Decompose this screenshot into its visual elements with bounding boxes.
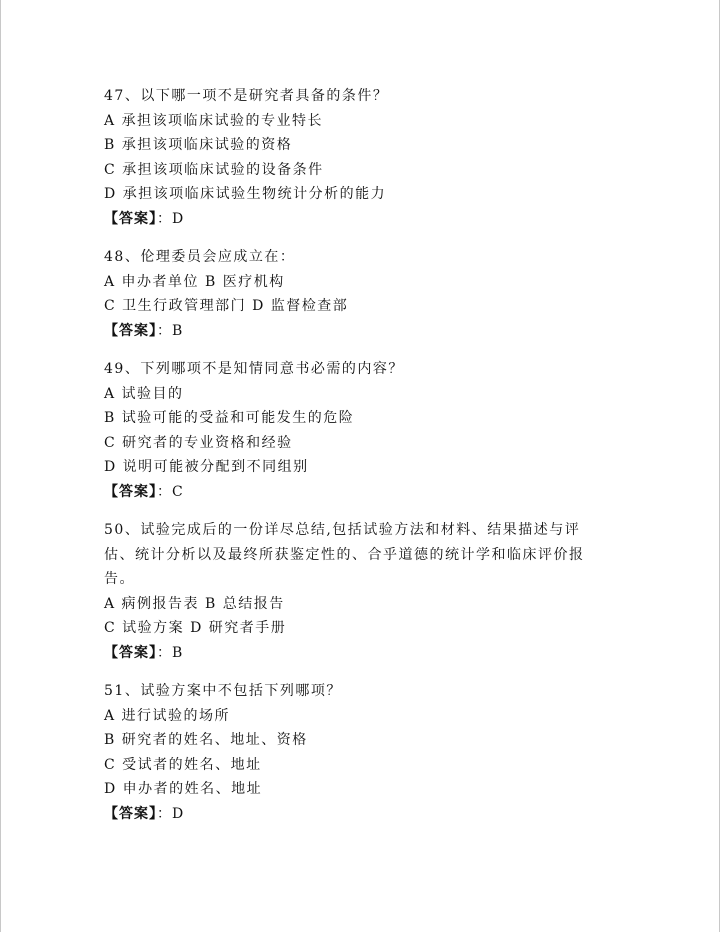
option-cd: C 卫生行政管理部门 D 监督检查部 [104,298,349,314]
option-a: A 承担该项临床试验的专业特长 [104,112,324,129]
option-c: C 受试者的姓名、地址 [104,756,262,773]
option-ab: A 申办者单位 B 医疗机构 [104,273,285,290]
question-list [104,84,624,840]
option-b: B 研究者的姓名、地址、资格 [104,732,308,748]
answer-line [104,480,624,505]
question-49 [104,357,624,504]
answer-value: B [172,322,184,339]
option-d: D 承担该项临床试验生物统计分析的能力 [104,186,387,202]
option-a: A 试验目的 [104,385,184,402]
question-48 [104,245,624,343]
option-a: A 进行试验的场所 [104,707,231,724]
option-c: C 承担该项临床试验的设备条件 [104,161,324,178]
answer-separator: ： [157,210,172,227]
answer-separator: ： [157,483,172,500]
option-d: D 说明可能被分配到不同组别 [104,459,309,475]
answer-label: 【答案】 [104,322,157,339]
option-cd: C 试验方案 D 研究者手册 [104,620,287,636]
option-c: C 研究者的专业资格和经验 [104,434,293,451]
answer-line [104,802,624,827]
question-stem: 50、试验完成后的一份详尽总结,包括试验方法和材料、结果描述与评估、统计分析以及最终所获鉴定性的、合乎道德的统计学和临床评价报告。 [104,522,585,587]
answer-value: D [172,805,185,822]
question-stem: 48、伦理委员会应成立在： [104,249,296,265]
question-51 [104,679,624,826]
answer-value: D [172,210,185,227]
question-stem: 49、下列哪项不是知情同意书必需的内容？ [104,361,404,377]
page-edge-left [0,0,1,932]
question-stem: 51、试验方案中不包括下列哪项？ [104,683,342,699]
answer-line [104,641,624,666]
answer-line [104,207,624,232]
answer-label: 【答案】 [104,483,157,500]
option-d: D 申办者的姓名、地址 [104,781,263,797]
option-ab: A 病例报告表 B 总结报告 [104,595,285,612]
question-stem: 47、以下哪一项不是研究者具备的条件？ [104,88,389,104]
option-b: B 试验可能的受益和可能发生的危险 [104,410,355,426]
question-47 [104,84,624,231]
answer-label: 【答案】 [104,805,157,822]
answer-label: 【答案】 [104,210,157,227]
answer-separator: ： [157,644,172,661]
answer-separator: ： [157,805,172,822]
answer-separator: ： [157,322,172,339]
answer-value: C [172,483,184,500]
option-b: B 承担该项临床试验的资格 [104,137,293,153]
question-50 [104,518,624,665]
answer-line [104,319,624,344]
answer-value: B [172,644,184,661]
answer-label: 【答案】 [104,644,157,661]
